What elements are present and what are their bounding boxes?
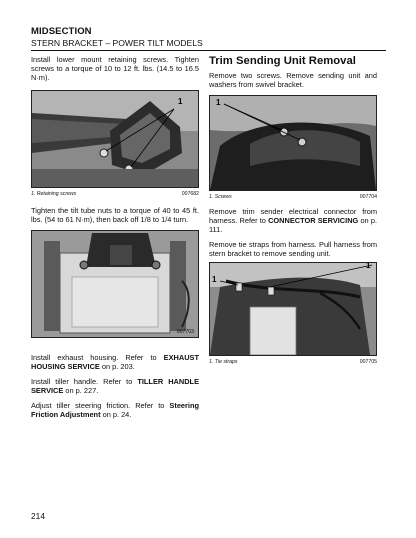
left-column	[31, 55, 199, 419]
left-para-1: Install lower mount retaining screws. Tighten screws to a torque of 10 to 12 ft. lbs. (14.5 to 16.5 N·m).	[31, 55, 199, 82]
callout-1b: 1	[212, 275, 217, 284]
page-header	[31, 26, 386, 49]
callout-1: 1	[216, 98, 221, 107]
photo-screws	[210, 96, 376, 190]
page-number: 214	[31, 511, 45, 521]
section-heading: Trim Sending Unit Removal	[209, 55, 356, 67]
caption-retaining-screws	[31, 191, 199, 200]
figure-screws	[209, 95, 377, 191]
figure-retaining-screws	[31, 90, 199, 188]
figure-code: 007682	[181, 191, 199, 197]
caption-text: 1. Screws	[209, 194, 232, 200]
figure-tilt-tube	[31, 230, 199, 338]
callout-1a: 1	[366, 262, 371, 270]
left-para-5: Adjust tiller steering friction. Refer to Steering Friction Adjustment on p. 24.	[31, 401, 199, 419]
caption-tie-straps	[209, 359, 377, 368]
ref-exhaust-housing[interactable]: EXHAUST HOUSING SERVICE	[31, 353, 199, 371]
right-para-1: Remove two screws. Remove sending unit and washers from swivel bracket.	[209, 71, 377, 89]
figure-tie-straps	[209, 262, 377, 356]
caption-text: 1. Tie straps	[209, 359, 238, 365]
figure-code: 007705	[359, 359, 377, 365]
left-para-4: Install tiller handle. Refer to TILLER HANDLE SERVICE on p. 227.	[31, 377, 199, 395]
right-para-3: Remove tie straps from harness. Pull harness from stern bracket to remove sending unit.	[209, 240, 377, 258]
ref-steering-friction[interactable]: Steering Friction Adjustment	[31, 401, 199, 419]
photo-tie-straps	[210, 263, 376, 355]
right-para-2: Remove trim sender electrical connector from harness. Refer to CONNECTOR SERVICING on p. 111.	[209, 207, 377, 234]
section-title: MIDSECTION	[31, 26, 92, 37]
right-column	[209, 55, 377, 368]
figure-code: 007704	[359, 194, 377, 200]
left-para-2: Tighten the tilt tube nuts to a torque of 40 to 45 ft. lbs. (54 to 61 N·m), then back off 1/8 to 1/4 turn.	[31, 206, 199, 224]
ref-connector-servicing[interactable]: CONNECTOR SERVICING	[268, 216, 359, 225]
left-para-3: Install exhaust housing. Refer to EXHAUST HOUSING SERVICE on p. 203.	[31, 353, 199, 371]
ref-tiller-handle[interactable]: TILLER HANDLE SERVICE	[31, 377, 199, 395]
subsection-title: STERN BRACKET – POWER TILT MODELS	[31, 38, 203, 48]
photo-retaining-screws	[32, 91, 198, 187]
figure-code: 007703	[176, 329, 194, 335]
photo-tilt-tube	[32, 231, 198, 337]
header-rule	[31, 50, 386, 51]
callout-1: 1	[178, 97, 183, 106]
caption-screws	[209, 194, 377, 203]
caption-text: 1. Retaining screws	[31, 191, 77, 197]
